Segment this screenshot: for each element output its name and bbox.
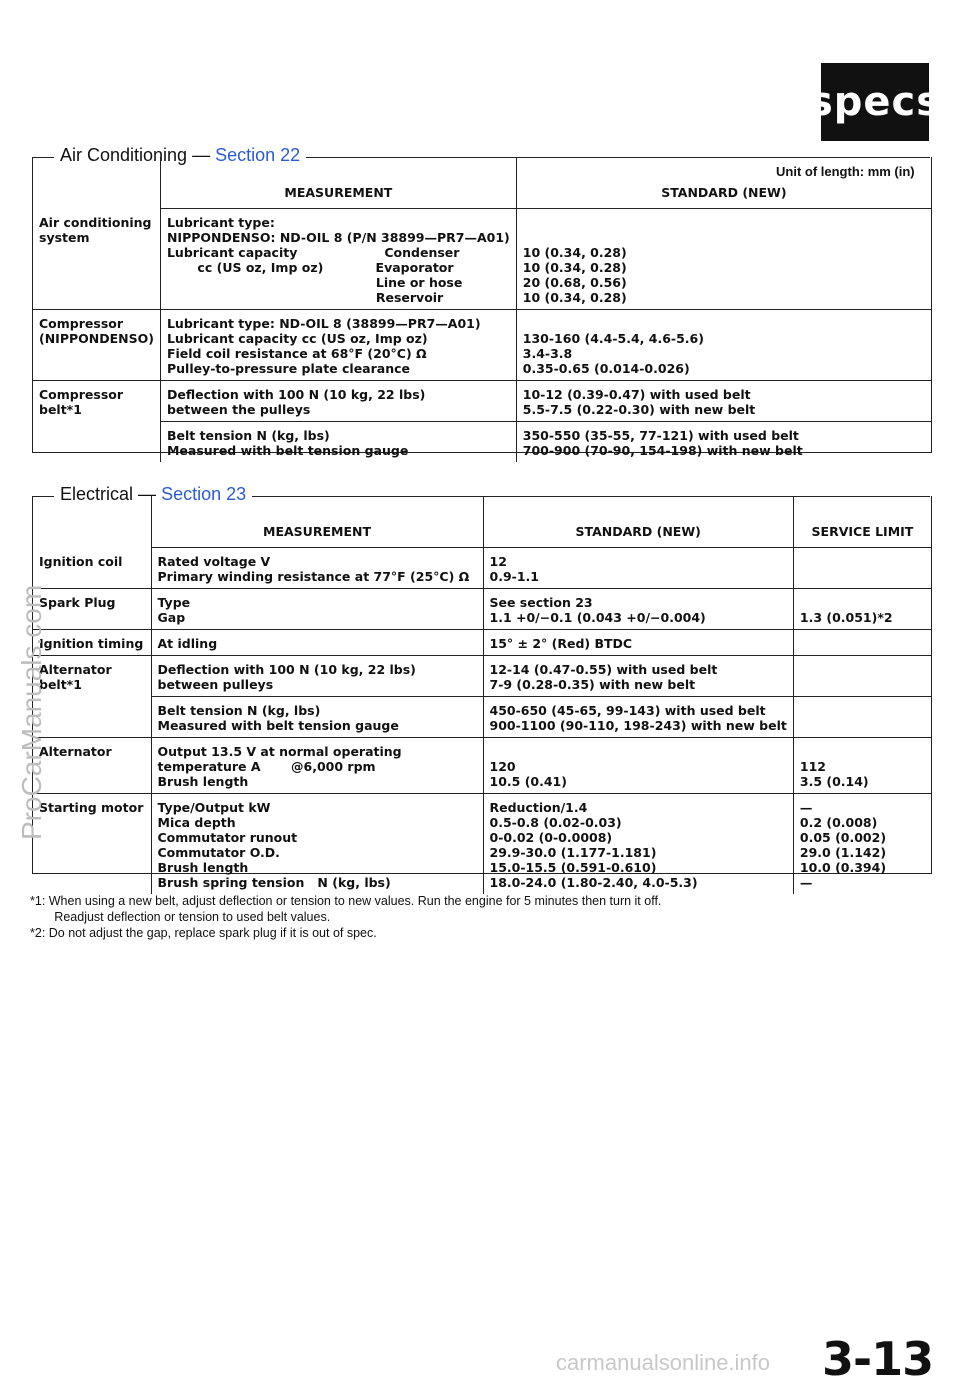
table-row (33, 794, 931, 895)
standard-line: 0.9-1.1 (489, 569, 539, 584)
measure-line: At idling (157, 636, 218, 651)
measure-cell (160, 422, 516, 463)
item-line: belt*1 (39, 677, 82, 692)
standard-line: 12 (489, 554, 507, 569)
limit-line (800, 569, 925, 584)
standard-line: 120 (489, 759, 516, 774)
measure-cell (151, 738, 483, 794)
item-cell (33, 589, 151, 630)
limit-line: — (799, 800, 813, 815)
item-cell (33, 381, 160, 422)
standard-line: 20 (0.68, 0.56) (522, 275, 627, 290)
standard-line: 900-1100 (90-110, 198-243) with new belt (489, 718, 787, 733)
standard-line: 450-650 (45-65, 99-143) with used belt (489, 703, 766, 718)
ac-spec-table (33, 157, 931, 462)
standard-line: 15.0-15.5 (0.591-0.610) (489, 860, 657, 875)
measure-line: Commutator runout (157, 830, 298, 845)
limit-line: 0.05 (0.002) (799, 830, 887, 845)
item-line: Alternator (39, 744, 112, 759)
table-row (33, 630, 931, 656)
standard-line: See section 23 (489, 595, 593, 610)
footnote-2: *2: Do not adjust the gap, replace spark plug if it is out of spec. (30, 926, 377, 940)
standard-line (523, 316, 925, 331)
limit-line: 1.3 (0.051)*2 (799, 610, 893, 625)
measure-line: temperature A @6,000 rpm (157, 759, 376, 774)
standard-cell (516, 381, 931, 422)
item-cell (33, 794, 151, 895)
item-cell (33, 630, 151, 656)
item-cell (33, 548, 151, 589)
limit-cell (793, 738, 931, 794)
limit-line: 10.0 (0.394) (799, 860, 887, 875)
standard-cell (483, 630, 793, 656)
el-header-standard: STANDARD (NEW) (483, 496, 793, 548)
standard-line: Reduction/1.4 (489, 800, 588, 815)
ac-dash: — (192, 145, 211, 165)
standard-line: 12-14 (0.47-0.55) with used belt (489, 662, 718, 677)
item-line: belt*1 (39, 402, 82, 417)
unit-of-length: Unit of length: mm (in) (776, 164, 915, 179)
measure-cell (151, 589, 483, 630)
item-line: Compressor (39, 316, 124, 331)
standard-cell (516, 422, 931, 463)
measure-line: Output 13.5 V at normal operating (157, 744, 402, 759)
footnote-1-cont: Readjust deflection or tension to used belt values. (30, 910, 331, 924)
limit-cell (793, 548, 931, 589)
measure-line: Deflection with 100 N (10 kg, 22 lbs) (157, 662, 416, 677)
limit-line (800, 595, 925, 610)
standard-cell (483, 794, 793, 895)
table-row (33, 548, 931, 589)
ac-header-measurement: MEASUREMENT (160, 157, 516, 209)
limit-cell (793, 656, 931, 697)
table-row (33, 738, 931, 794)
measure-line: Mica depth (157, 815, 236, 830)
measure-line: Rated voltage V (157, 554, 271, 569)
item-line (39, 703, 145, 718)
measure-cell (151, 548, 483, 589)
standard-line: 350-550 (35-55, 77-121) with used belt (522, 428, 799, 443)
measure-line: Lubricant type: (166, 215, 275, 230)
measure-line: Deflection with 100 N (10 kg, 22 lbs) (166, 387, 426, 402)
standard-cell (483, 697, 793, 738)
measure-cell (160, 310, 516, 381)
measure-line: between the pulleys (166, 402, 311, 417)
standard-line: 7-9 (0.28-0.35) with new belt (489, 677, 696, 692)
item-cell (33, 656, 151, 697)
measure-line: Gap (157, 610, 186, 625)
el-section-link[interactable]: Section 23 (161, 484, 247, 504)
limit-line (800, 718, 925, 733)
limit-line: — (799, 875, 813, 890)
table-row (33, 381, 931, 422)
limit-line: 0.2 (0.008) (799, 815, 878, 830)
item-cell (33, 738, 151, 794)
measure-line: cc (US oz, Imp oz) Evaporator (166, 260, 454, 275)
standard-cell (483, 656, 793, 697)
page-number: 3-13 (822, 1332, 934, 1386)
item-line: Spark Plug (39, 595, 116, 610)
measure-line: Field coil resistance at 68°F (20°C) Ω (166, 346, 427, 361)
standard-line: 15° ± 2° (Red) BTDC (489, 636, 633, 651)
item-line: Compressor (39, 387, 124, 402)
standard-line: 1.1 +0/−0.1 (0.043 +0/−0.004) (489, 610, 706, 625)
standard-line: 0.35-0.65 (0.014-0.026) (522, 361, 690, 376)
standard-line: 10 (0.34, 0.28) (522, 290, 627, 305)
limit-cell (793, 794, 931, 895)
item-cell (33, 697, 151, 738)
measure-line: Brush length (157, 774, 249, 789)
item-line: Air conditioning (39, 214, 152, 230)
limit-line (800, 554, 925, 569)
measure-line: Belt tension N (kg, lbs) (157, 703, 321, 718)
table-row (33, 310, 931, 381)
el-header-limit: SERVICE LIMIT (793, 496, 931, 548)
standard-line (523, 230, 925, 245)
item-line: Starting motor (39, 800, 144, 815)
table-row (33, 422, 931, 463)
measure-line: Reservoir (166, 290, 444, 305)
watermark-bottom: carmanualsonline.info (556, 1350, 771, 1375)
measure-line: Measured with belt tension gauge (157, 718, 399, 733)
measure-line: Type/Output kW (157, 800, 271, 815)
measure-line: Lubricant type: ND-OIL 8 (38899—PR7—A01) (166, 316, 481, 331)
standard-line: 29.9-30.0 (1.177-1.181) (489, 845, 657, 860)
footnote-1: *1: When using a new belt, adjust deflection or tension to new values. Run the engine for 5 minutes then turn it off. (30, 894, 662, 908)
measure-line: Measured with belt tension gauge (166, 443, 409, 458)
measure-line: Commutator O.D. (157, 845, 280, 860)
item-line: system (39, 229, 90, 245)
item-line (39, 428, 154, 443)
limit-line (800, 703, 925, 718)
standard-line (490, 744, 787, 759)
limit-line (800, 662, 925, 677)
standard-cell (483, 589, 793, 630)
item-cell (33, 209, 160, 310)
measure-line: Brush length (157, 860, 249, 875)
measure-line: Lubricant capacity Condenser (166, 245, 460, 260)
standard-cell (516, 310, 931, 381)
item-cell (33, 310, 160, 381)
measure-line: NIPPONDENSO: ND-OIL 8 (P/N 38899—PR7—A01) (166, 230, 510, 245)
ac-table-frame (32, 157, 932, 458)
footnotes (30, 893, 661, 941)
measure-line: between pulleys (157, 677, 274, 692)
el-dash: — (138, 484, 157, 504)
limit-line: 29.0 (1.142) (799, 845, 887, 860)
limit-cell (793, 630, 931, 656)
ac-header-standard: STANDARD (NEW) (516, 157, 931, 209)
limit-line (800, 636, 925, 651)
el-header-measurement: MEASUREMENT (151, 496, 483, 548)
measure-line: Lubricant capacity cc (US oz, Imp oz) (166, 331, 428, 346)
limit-line: 3.5 (0.14) (799, 774, 869, 789)
measure-cell (160, 381, 516, 422)
el-title: Electrical (60, 484, 134, 504)
measure-line: Belt tension N (kg, lbs) (166, 428, 330, 443)
measure-line: Line or hose (166, 275, 463, 290)
item-cell (33, 422, 160, 463)
limit-cell (793, 697, 931, 738)
standard-line: 0.5-0.8 (0.02-0.03) (489, 815, 622, 830)
standard-line: 10 (0.34, 0.28) (522, 245, 627, 260)
specs-badge: specs (821, 63, 929, 141)
measure-line: Pulley-to-pressure plate clearance (166, 361, 410, 376)
standard-line: 3.4-3.8 (522, 346, 573, 361)
item-line: Ignition timing (39, 636, 144, 651)
measure-cell (151, 656, 483, 697)
standard-line: 5.5-7.5 (0.22-0.30) with new belt (522, 402, 756, 417)
measure-line: Brush spring tension N (kg, lbs) (157, 875, 391, 890)
item-line: (NIPPONDENSO) (39, 331, 154, 346)
measure-line: Primary winding resistance at 77°F (25°C) Ω (157, 569, 470, 584)
limit-line: 112 (799, 759, 826, 774)
measure-line: Type (157, 595, 191, 610)
standard-cell (483, 738, 793, 794)
limit-line (800, 744, 925, 759)
standard-line: 0-0.02 (0-0.0008) (489, 830, 613, 845)
table-row (33, 209, 931, 310)
limit-cell (793, 589, 931, 630)
measure-cell (151, 697, 483, 738)
item-line: Alternator (39, 662, 112, 677)
standard-cell (516, 209, 931, 310)
ac-title: Air Conditioning (60, 145, 188, 165)
standard-line: 700-900 (70-90, 154-198) with new belt (522, 443, 803, 458)
standard-line: 10-12 (0.39-0.47) with used belt (522, 387, 751, 402)
standard-line: 10.5 (0.41) (489, 774, 567, 789)
table-row (33, 656, 931, 697)
measure-cell (151, 794, 483, 895)
standard-line: 10 (0.34, 0.28) (522, 260, 627, 275)
measure-cell (160, 209, 516, 310)
ac-section-link[interactable]: Section 22 (215, 145, 301, 165)
measure-cell (151, 630, 483, 656)
table-row (33, 589, 931, 630)
el-spec-table (33, 496, 931, 894)
table-row (33, 697, 931, 738)
el-table-frame (32, 496, 932, 890)
standard-line: 18.0-24.0 (1.80-2.40, 4.0-5.3) (489, 875, 698, 890)
watermark-left: ProCarManuals.com (16, 584, 47, 840)
standard-line (523, 215, 925, 230)
standard-cell (483, 548, 793, 589)
standard-line: 130-160 (4.4-5.4, 4.6-5.6) (522, 331, 704, 346)
limit-line (800, 677, 925, 692)
item-line: Ignition coil (39, 553, 123, 569)
